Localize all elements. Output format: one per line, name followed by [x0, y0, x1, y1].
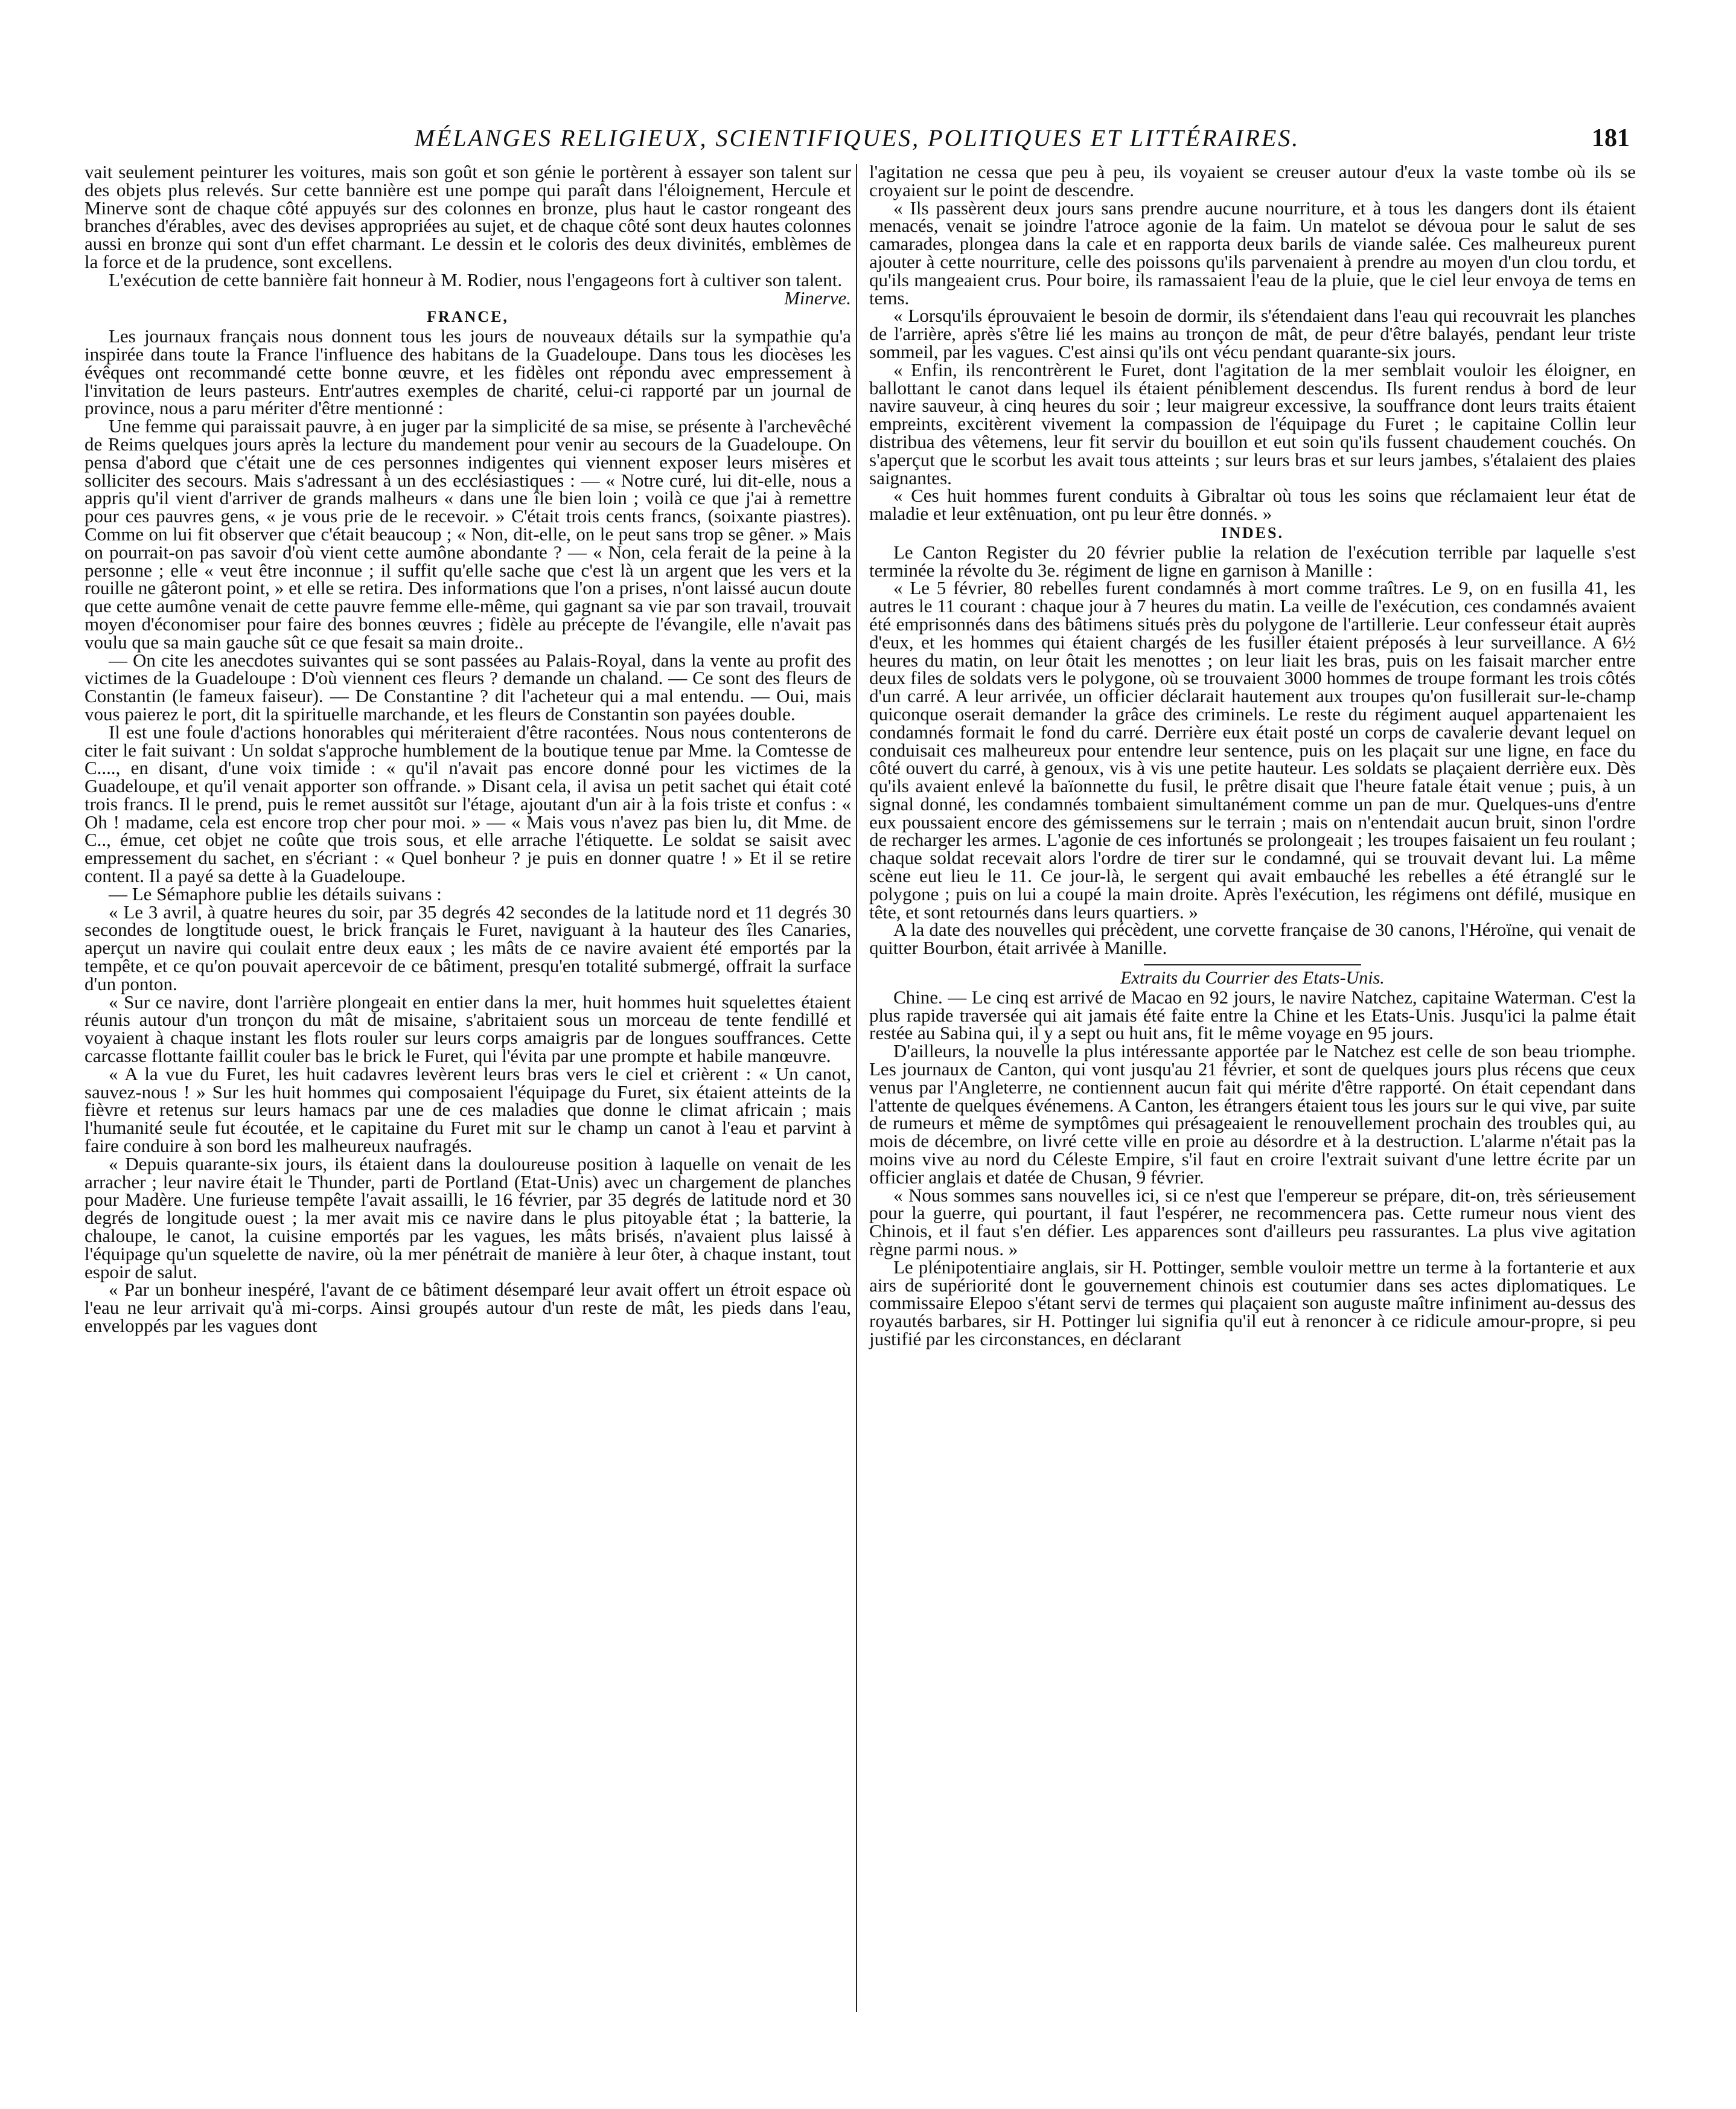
paragraph: « Lorsqu'ils éprouvaient le besoin de dormir, ils s'étendaient dans l'eau qui recouvrait les planches de l'arrière, après s'être lié les mains au tronçon de mât, de peur d'être balayés, pendant leur triste sommeil, par les vagues. C'est ainsi qu'ils ont vécu pendant quarante-six jours. [869, 305, 1636, 362]
left-column [85, 163, 851, 1335]
paragraph: « Depuis quarante-six jours, ils étaient dans la douloureuse position à laquelle on venait de les arracher ; leur navire était le Thunder, parti de Portland (Etat-Unis) avec un chargement de planches pour Madère. Une furieuse tempête l'avait assailli, le 16 février, par 35 degrés de latitude nord et 30 degrés de longitude ouest ; la mer avait mis ce navire dans le plus pitoyable état ; la batterie, la chaloupe, le canot, la cuisine emportés par les vagues, les mâts brisés, n'avaient plus laissé à l'équipage qu'un squelette de navire, où la mer pénétrait de manière à leur ôter, à chaque instant, tout espoir de salut. [85, 1153, 851, 1282]
paragraph: vait seulement peinturer les voitures, mais son goût et son génie le portèrent à essayer son talent sur des objets plus relevés. Sur cette bannière est une pompe qui paraît dans l'éloignement, Hercule et Minerve sont de chaque côté appuyés sur des colonnes en bronze, plus haut le castor rongeant des branches d'érables, avec des devises appropriées au sujet, et de chaque côté sont deux hautes colonnes aussi en bronze qui sont d'un effet charmant. Le dessin et le coloris des deux divinités, emblèmes de la force et de la prudence, sont excellens. [85, 161, 851, 272]
page-number: 181 [1592, 124, 1630, 152]
paragraph: Le Canton Register du 20 février publie la relation de l'exécution terrible par laquelle s'est terminée la révolte du 3e. régiment de ligne en garnison à Manille : [869, 541, 1636, 581]
paragraph: « Le 3 avril, à quatre heures du soir, par 35 degrés 42 secondes de la latitude nord et 11 degrés 30 secondes de longtitude ouest, le brick français le Furet, naviguant à la hauteur des îles Canaries, aperçut un navire qui coulait entre deux eaux ; les mâts de ce navire avaient été emportés par la tempête, et ce qu'on pouvait apercevoir de ce bâtiment, presqu'en totalité submergé, offrait la surface d'un ponton. [85, 901, 851, 994]
page-header [85, 124, 1630, 160]
paragraph: l'agitation ne cessa que peu à peu, ils voyaient se creuser autour d'eux la vaste tombe où ils se croyaient sur le point de descendre. [869, 161, 1636, 200]
paragraph: Une femme qui paraissait pauvre, à en juger par la simplicité de sa mise, se présente à l'archevêché de Reims quelques jours après la lecture du mandement pour venir au secours de la Guadeloupe. On pensa d'abord que c'était une de ces personnes indigentes qui viennent exposer leurs misères et solliciter des secours. Mais s'adressant à un des ecclésiastiques : — « Notre curé, lui dit-elle, nous a appris qu'il vient d'arriver de grands malheurs « dans une île bien loin ; voilà ce que j'ai à remettre pour ces pauvres gens, « je vous prie de le recevoir. » C'était trois cents francs, (soixante piastres). Comme on lui fit observer que c'était beaucoup ; « Non, dit-elle, on le peut sans trop se gêner. » Mais on pourrait-on pas savoir d'où vient cette aumône abondante ? — « Non, cela ferait de la peine à la personne ; elle « veut être inconnue ; il suffit qu'elle sache que c'est là un argent que les vers et la rouille ne gâteront point, » et elle se retira. Des informations que l'on a prises, n'ont laissé aucun doute que cette aumône venait de cette pauvre femme elle-même, qui gagnant sa vie par son travail, trouvait moyen d'économiser pour faire des bonnes œuvres ; fidèle au précepte de l'évangile, elle n'avait pas voulu que sa main gauche sût ce que fesait sa main droite.. [85, 415, 851, 653]
section-subheading: Extraits du Courrier des Etats-Unis. [1120, 968, 1385, 988]
section-rule [1144, 964, 1361, 965]
paragraph: « A la vue du Furet, les huit cadavres levèrent leurs bras vers le ciel et crièrent : « Un canot, sauvez-nous ! » Sur les huit hommes qui composaient l'équipage du Furet, six étaient atteints de la fièvre et retenus sur leurs hamacs par une de ces maladies que donne le climat africain ; mais l'humanité seule fut écoutée, et le capitaine du Furet mit sur le champ un canot à l'eau et parvint à faire conduire à son bord les malheureux naufragés. [85, 1063, 851, 1157]
paragraph: « Sur ce navire, dont l'arrière plongeait en entier dans la mer, huit hommes huit squelettes étaient réunis autour d'un tronçon du mât de misaine, s'abritaient sous un morceau de tente fendillé et voyaient à chaque instant les flots rouler sur leurs corps amaigris par de longues souffrances. Cette carcasse flottante faillit couler bas le brick le Furet, qui l'évita par une prompte et habile manœuvre. [85, 991, 851, 1067]
paragraph: L'exécution de cette bannière fait honneur à M. Rodier, nous l'engageons fort à cultiver son talent. [109, 269, 843, 290]
paragraph: — On cite les anecdotes suivantes qui se sont passées au Palais-Royal, dans la vente au profit des victimes de la Guadeloupe : D'où viennent ces fleurs ? demande un chaland. — Ce sont des fleurs de Constantin (le fameux faiseur). — De Constantine ? dit l'acheteur qui a mal entendu. — Oui, mais vous paierez le port, dit la spirituelle marchande, et les fleurs de Constantin son payées double. [85, 649, 851, 725]
paragraph: « Nous sommes sans nouvelles ici, si ce n'est que l'empereur se prépare, dit-on, très sérieusement pour la guerre, qui pourtant, il faut l'espérer, ne recommencera pas. Cette rumeur nous vient des Chinois, et il faut s'en défier. Les apparences sont d'ailleurs peu rassurantes. La plus vive agitation règne parmi nous. » [869, 1184, 1636, 1260]
paragraph: « Ces huit hommes furent conduits à Gibraltar où tous les soins que réclamaient leur état de maladie et leur extênuation, ont pu leur être donnés. » [869, 485, 1636, 525]
section-heading: FRANCE, [427, 308, 509, 326]
paragraph: — Le Sémaphore publie les détails suivans : [109, 883, 442, 904]
section-heading: INDES. [1221, 523, 1284, 542]
running-title: MÉLANGES RELIGIEUX, SCIENTIFIQUES, POLITIQUES ET LITTÉRAIRES. [414, 124, 1300, 152]
paragraph: Chine. — Le cinq est arrivé de Macao en 92 jours, le navire Natchez, capitaine Waterman. C'est la plus rapide traversée qui ait jamais été faite entre la Chine et les Etats-Unis. Jusqu'ici la palme était restée au Sabina qui, il y a sept ou huit ans, fit le même voyage en 95 jours. [869, 986, 1636, 1044]
paragraph: « Enfin, ils rencontrèrent le Furet, dont l'agitation de la mer semblait vouloir les éloigner, en ballottant le canot dans lequel ils étaient péniblement descendus. Ils furent rendus à bord de leur navire sauveur, à cinq heures du soir ; leur maigreur excessive, la souffrance dont leurs traits étaient empreints, excitèrent vivement la compassion de l'équipage du Furet ; le capitaine Collin leur distribua des vêtemens, leur fit servir du bouillon et eut soin qu'ils fussent chaudement couchés. On s'aperçut que le scorbut les avait tous atteints ; sur leurs bras et sur leurs jambes, s'étalaient des plaies saignantes. [869, 359, 1636, 488]
paragraph: D'ailleurs, la nouvelle la plus intéressante apportée par le Natchez est celle de son beau triomphe. Les journaux de Canton, qui vont jusqu'au 21 février, et sont de quelques jours plus récens que ceux venus par l'Angleterre, ne contiennent aucun fait qui mérite d'être rapporté. On était cependant dans l'attente de quelques événemens. A Canton, les étrangers étaient tous les jours sur le qui vive, par suite de rumeurs et même de symptômes qui présageaient le renouvellement prochain des troubles qui, au mois de décembre, on livré cette ville en proie au désordre et à la destruction. L'alarme n'était pas la moins vive au nord du Céleste Empire, s'il faut en croire l'extrait suivant d'une lettre écrite par un officier anglais et datée de Chusan, 9 février. [869, 1040, 1636, 1188]
paragraph: « Le 5 février, 80 rebelles furent condamnés à mort comme traîtres. Le 9, on en fusilla 41, les autres le 11 courant : chaque jour à 7 heures du matin. La veille de l'exécution, ces condamnés avaient été emprisonnés dans des bâtimens situés près du polygone de l'artillerie. Leur confesseur était auprès d'eux, et les hommes qui étaient chargés de les fusiller étaient préposés à leur surveillance. A 6½ heures du matin, on leur ôtait les menottes ; on leur liait les bras, puis on les faisait marcher entre deux files de soldats vers le polygone, où se trouvaient 3000 hommes de troupe formant les trois côtés d'un carré. A leur arrivée, un officier déclarait hautement aux troupes qu'on fusillerait sur-le-champ quiconque oserait demander la grâce des criminels. Le reste du régiment auquel appartenaient les condamnés formait le fond du carré. Derrière eux était posté un corps de cavalerie devant lequel on conduisait ces malheureux pour entendre leur sentence, puis on les plaçait sur une ligne, en face du côté ouvert du carré, à genoux, vis à vis une petite hauteur. Les soldats se plaçaient derrière eux. Dès qu'ils avaient enlevé la baïonnette du fusil, le prêtre disait que l'heure fatale était venue ; puis, à un signal donné, les condamnés tombaient simultanément comme un pan de mur. Quelques-uns d'entre eux poussaient encore des gémissemens sur le terrain ; mais on n'entendait aucun bruit, sinon l'ordre de recharger les armes. L'agonie de ces infortunés se prolongeait ; les troupes faisaient un feu roulant ; chaque soldat recevait alors l'ordre de tirer sur le condamné, qui se trouvait devant lui. La même scène eut lieu le 11. Ce jour-là, le sergent qui avait embauché les rebelles a été étranglé sur le polygone ; puis on lui a coupé la main droite. Après l'exécution, les régimens ont défilé, musique en tête, et sont retournés dans leurs quartiers. » [869, 577, 1636, 923]
right-column [869, 163, 1636, 1348]
paragraph: Les journaux français nous donnent tous les jours de nouveaux détails sur la sympathie qu'a inspirée dans toute la France l'influence des habitans de la Guadeloupe. Dans tous les diocèses les évêques ont recommandé cette bonne œuvre, et les fidèles ont répondu avec empressement à l'invitation de leurs pasteurs. Entr'autres exemples de charité, celui-ci rapporté par un journal de province, nous a paru mériter d'être mentionné : [85, 325, 851, 419]
paragraph: « Ils passèrent deux jours sans prendre aucune nourriture, et à tous les dangers dont ils étaient menacés, venait se joindre l'atroce agonie de la faim. Un matelot se dévoua pour le salut de ses camarades, plongea dans la cale et en rapporta deux barils de viande salée. Ces malheureux purent ajouter à cette nourriture, celle des poissons qu'ils parvenaient à prendre au moyen d'un clou tordu, et qu'ils mangeaient crus. Pour boire, ils ramassaient l'eau de la pluie, que le ciel leur envoya de tems en tems. [869, 197, 1636, 309]
paragraph: Il est une foule d'actions honorables qui mériteraient d'être racontées. Nous nous contenterons de citer le fait suivant : Un soldat s'approche humblement de la boutique tenue par Mme. la Comtesse de C...., en disant, d'une voix timide : « qu'il n'avait pas encore donné pour les victimes de la Guadeloupe, et qu'il venait apporter son offrande. » Disant cela, il avisa un petit sachet qui était coté trois francs. Il le prend, puis le remet aussitôt sur l'étage, ajoutant d'un air à la fois triste et confus : « Oh ! madame, cela est encore trop cher pour moi. » — « Mais vous n'avez pas bien lu, dit Mme. de C.., émue, cet objet ne coûte que trois sous, et elle arrache l'étiquette. Le soldat se saisit avec empressement du sachet, en s'écriant : « Quel bonheur ? je puis en donner quatre ! » Et il se retire content. Il a payé sa dette à la Guadeloupe. [85, 721, 851, 887]
paragraph: « Par un bonheur inespéré, l'avant de ce bâtiment désemparé leur avait offert un étroit espace où l'eau ne leur arrivait qu'à mi-corps. Ainsi groupés autour d'un reste de mât, les pieds dans l'eau, enveloppés par les vagues dont [85, 1279, 851, 1336]
paragraph: Le plénipotentiaire anglais, sir H. Pottinger, semble vouloir mettre un terme à la fortanterie et aux airs de supériorité dont le gouvernement chinois est coutumier dans ses actes diplomatiques. Le commissaire Elepoo s'étant servi de termes qui plaçaient son auguste maître infiniment au-dessus des royautés barbares, sir H. Pottinger lui signifia qu'il eut à renoncer à ce ridicule amour-propre, si peu justifié par les circonstances, en déclarant [869, 1256, 1636, 1349]
column-divider [856, 164, 857, 2012]
source-signature: Minerve. [783, 287, 851, 309]
paragraph: A la date des nouvelles qui précèdent, une corvette française de 30 canons, l'Héroïne, qui venait de quitter Bourbon, était arrivée à Manille. [869, 919, 1636, 959]
